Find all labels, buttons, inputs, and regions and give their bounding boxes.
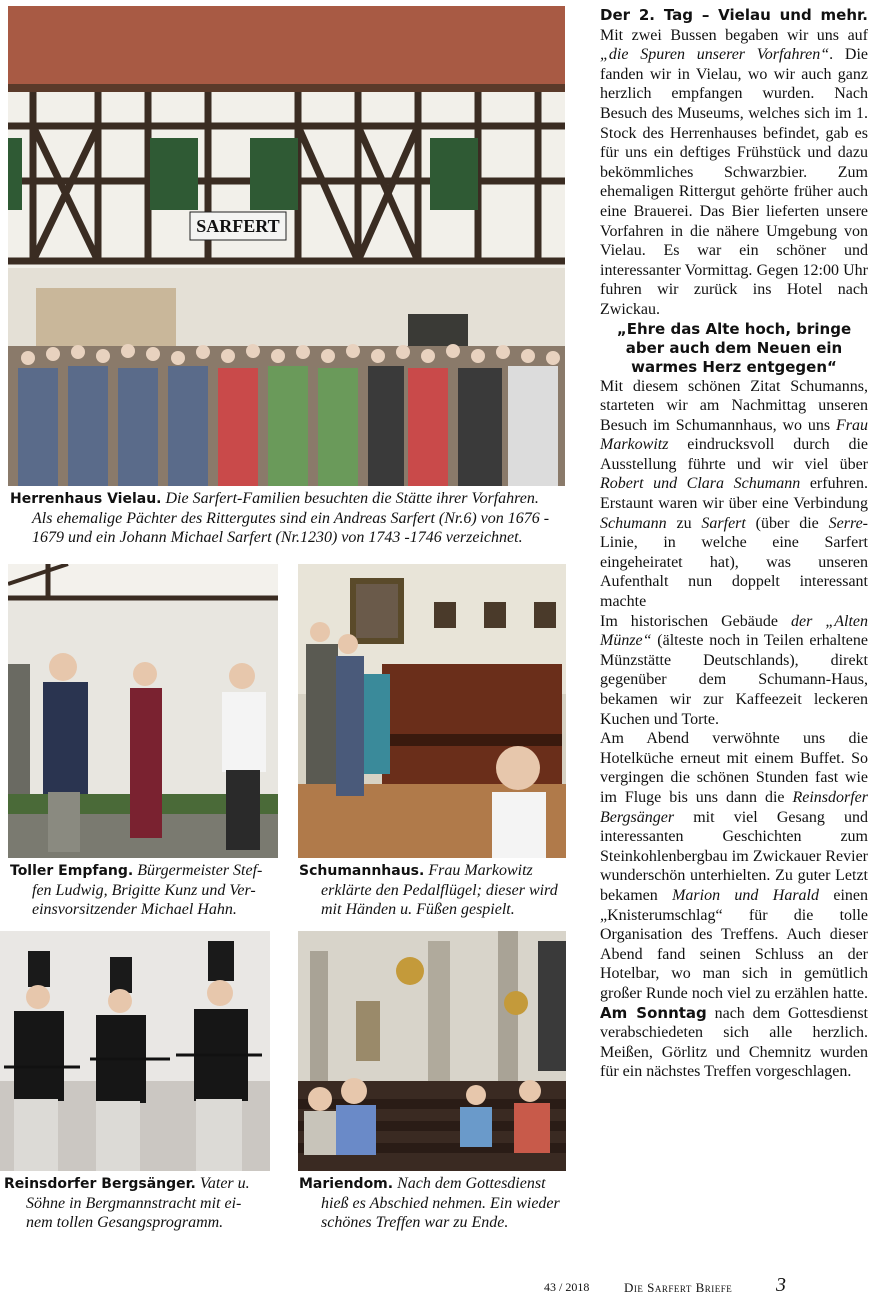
article-column bbox=[600, 6, 868, 1082]
page-number: 3 bbox=[776, 1274, 786, 1296]
caption-bergsaenger bbox=[4, 1174, 294, 1232]
caption-mariendom-line1: Nach dem Gottesdienst bbox=[397, 1175, 546, 1192]
caption-empfang-line1: Bürgermeister Stef- bbox=[137, 862, 263, 879]
article-p2j: Serre bbox=[828, 514, 863, 532]
article-p2k: -Linie, in welche eine Sarfert eingeheiratet hat), was unseren Aufenthalt nun doppelt interessant machte bbox=[600, 514, 868, 611]
caption-schumann-lead: Schumannhaus. bbox=[299, 863, 425, 879]
article-quote: „Ehre das Alte hoch, bringe aber auch dem Neuen ein warmes Herz entgegen“ bbox=[616, 319, 852, 376]
caption-empfang-lead: Toller Empfang. bbox=[10, 863, 134, 879]
caption-mariendom-line3: schönes Treffen war zu Ende. bbox=[321, 1214, 509, 1231]
caption-vielau bbox=[10, 489, 570, 547]
article-heading: Der 2. Tag – Vielau und mehr. bbox=[600, 6, 868, 24]
photo-schumannhaus bbox=[298, 564, 566, 858]
article-p4b: Reinsdorfer Bergsänger bbox=[600, 788, 868, 826]
article-p1b: „die Spuren unserer Vorfahren“ bbox=[600, 46, 830, 64]
article-p2d: Robert und Clara Schumann bbox=[600, 475, 801, 493]
article-p4g: nach dem Gottesdienst verabschiedeten sich alle herzlich. Meißen, Görlitz und Chemnitz wurden für ein nächstes Treffen vorgeschlagen. bbox=[600, 1004, 868, 1081]
caption-mariendom-lead: Mariendom. bbox=[299, 1176, 394, 1192]
photo-bergsaenger bbox=[0, 931, 270, 1171]
caption-mariendom bbox=[299, 1174, 579, 1232]
caption-bergsaenger-lead: Reinsdorfer Bergsänger. bbox=[4, 1176, 196, 1192]
caption-vielau-lead: Herrenhaus Vielau. bbox=[10, 491, 162, 507]
article-p4a: Am Abend verwöhnte uns die Hotelküche erneut mit einem Buffet. So vergingen die schönen Stunden fast wie im Fluge bis uns dann die bbox=[600, 730, 868, 806]
caption-empfang bbox=[10, 861, 290, 919]
article-body-1 bbox=[600, 6, 868, 320]
caption-mariendom-line2: hieß es Abschied nehmen. Ein wieder bbox=[321, 1195, 560, 1212]
footer-brand: Die Sarfert Briefe bbox=[624, 1280, 733, 1295]
caption-bergsaenger-line3: nem tollen Gesangsprogramm. bbox=[26, 1214, 224, 1231]
sign-sarfert: SARFERT bbox=[196, 216, 280, 236]
article-p4d: Marion und Harald bbox=[672, 886, 819, 904]
article-body-4 bbox=[600, 729, 868, 1082]
article-p3b: der „Alten Münze“ bbox=[600, 612, 869, 650]
caption-bergsaenger-line1: Vater u. bbox=[199, 1175, 250, 1192]
article-p1a: Mit zwei Bussen begaben wir uns auf bbox=[600, 26, 868, 44]
article-p2b: Frau Markowitz bbox=[600, 416, 868, 454]
article-body-3 bbox=[600, 612, 868, 730]
caption-vielau-line2: Als ehemalige Pächter des Rittergutes sind ein Andreas Sarfert (Nr.6) von 1676 - bbox=[32, 510, 550, 527]
article-p3c: (älteste noch in Teilen erhaltene Münzstätte Deutschlands), direkt gegenüber dem Schumann-Haus, bekamen wir zur Kaffeezeit leckeren Kuchen und Torte. bbox=[600, 632, 868, 728]
article-p2i: (über die bbox=[745, 514, 829, 532]
caption-schumann-line3: mit Händen u. Füßen gespielt. bbox=[321, 901, 515, 918]
caption-schumann bbox=[299, 861, 579, 919]
article-p2c: eindrucksvoll durch die Ausstellung führte und wir viel über bbox=[600, 436, 868, 473]
caption-schumann-line2: erklärte den Pedalflügel; dieser wird bbox=[321, 882, 558, 899]
photo-empfang bbox=[8, 564, 278, 858]
caption-bergsaenger-line2: Söhne in Bergmannstracht mit ei- bbox=[26, 1195, 242, 1212]
photo-mariendom bbox=[298, 931, 566, 1171]
caption-vielau-line3: 1679 und ein Johann Michael Sarfert (Nr.1230) von 1743 -1746 verzeichnet. bbox=[32, 529, 523, 546]
article-p2f: Schumann bbox=[600, 514, 667, 532]
article-p2h: Sarfert bbox=[701, 514, 746, 532]
article-p4c: mit viel Gesang und interessanten Geschichten zum Steinkohlenbergbau im Zwickauer Revier wunderschön unterhielten. Zu guter Letzt bekamen bbox=[600, 808, 868, 904]
article-p4e: einen „Knisterumschlag“ für die tolle Organisation des Treffens. Auch dieser Abend fand seinen Schluss an der Hotelbar, wo man sich in gemütlich großer Runde noch viel zu erzählen hatte. bbox=[600, 886, 868, 1002]
caption-schumann-line1: Frau Markowitz bbox=[428, 862, 533, 879]
article-p4f: Am Sonntag bbox=[600, 1003, 707, 1022]
footer-issue: 43 / 2018 bbox=[544, 1280, 590, 1294]
article-p1c: . Die fanden wir in Vielau, wo wir auch ganz herzlich empfangen wurden. Nach Besuch des Museums, welches sich im 1. Stock des Herrenhauses befindet, gab es für uns ein deftiges Frühstück und dazu bekömmliches Schwarzbier. Zum ehemaligen Rittergut gehörte früher auch eine Brauerei. Das Bier lieferten unsere Vorfahren in die nähere Umgebung von Vielau. Es war ein schöner und interessanter Vormittag. Gegen 12:00 Uhr fuhren wir zurück ins Hotel nach Zwickau. bbox=[600, 46, 868, 318]
caption-empfang-line2: fen Ludwig, Brigitte Kunz und Ver- bbox=[32, 882, 256, 899]
article-p2g: zu bbox=[666, 514, 702, 532]
photo-herrenhaus-vielau bbox=[8, 6, 565, 486]
article-p2e: erfuhren. Erstaunt waren wir über eine Verbindung bbox=[600, 475, 869, 513]
caption-empfang-line3: einsvorsitzender Michael Hahn. bbox=[32, 901, 237, 918]
article-p3a: Im historischen Gebäude bbox=[600, 612, 791, 630]
caption-vielau-line1: Die Sarfert-Familien besuchten die Stätte ihrer Vorfahren. bbox=[165, 490, 539, 507]
article-p2a: Mit diesem schönen Zitat Schumanns, starteten wir am Nachmittag unseren Besuch im Schumannhaus, wo uns bbox=[600, 377, 868, 434]
article-body-2 bbox=[600, 377, 868, 612]
